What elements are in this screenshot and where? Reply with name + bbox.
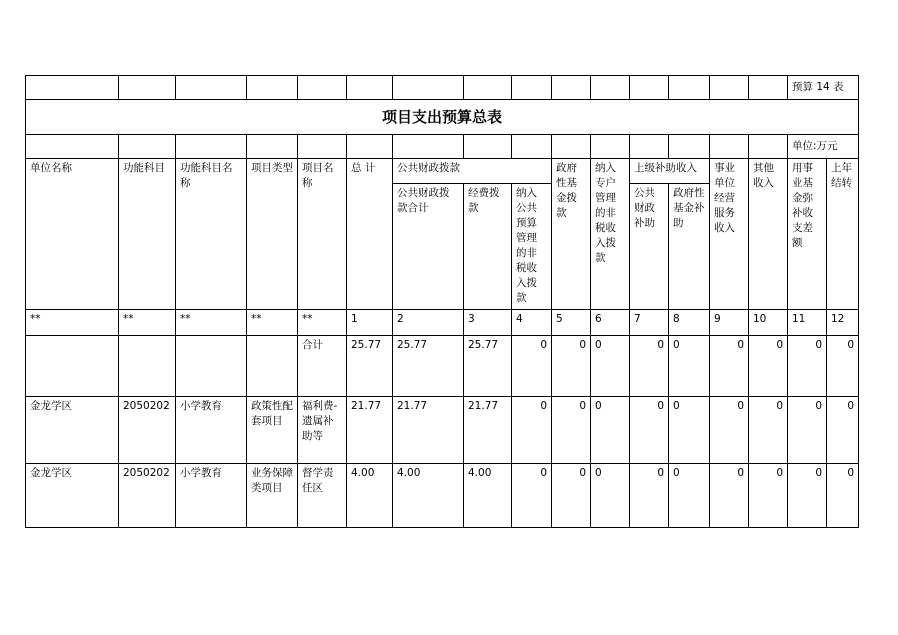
table-number-label: 预算 14 表 xyxy=(788,76,859,100)
header-public-total: 公共财政拨款合计 xyxy=(393,184,464,310)
header-unit-name: 单位名称 xyxy=(26,159,119,310)
page-title: 项目支出预算总表 xyxy=(26,100,859,135)
header-nontax-special: 纳入专户管理的非税收入拨款 xyxy=(591,159,630,310)
header-total: 总 计 xyxy=(347,159,393,310)
header-gov-fund: 政府性基金拨款 xyxy=(552,159,591,310)
header-func-name: 功能科目名称 xyxy=(176,159,247,310)
header-upper-group: 上级补助收入 xyxy=(630,159,710,184)
project-expenditure-budget-table xyxy=(25,75,859,528)
header-operating: 事业单位经营服务收入 xyxy=(710,159,749,310)
table-row: 金龙学区 2050202 小学教育 业务保障类项目 督学责任区 4.00 4.00 4.00 0 0 0 0 0 0 0 0 0 xyxy=(26,464,859,528)
header-upper-public: 公共财政补助 xyxy=(630,184,669,310)
header-fund-alloc: 经费拨款 xyxy=(464,184,512,310)
table-number-row xyxy=(26,76,859,100)
header-public-group: 公共财政拨款 xyxy=(393,159,552,184)
unit-row xyxy=(26,135,859,159)
header-row-1 xyxy=(26,159,859,184)
header-func-code: 功能科目 xyxy=(119,159,176,310)
unit-label: 单位:万元 xyxy=(788,135,859,159)
table-row: 合计 25.77 25.77 25.77 0 0 0 0 0 0 0 0 0 xyxy=(26,336,859,397)
table-row: 金龙学区 2050202 小学教育 政策性配套项目 福利费-遗属补助等 21.77 21.77 21.77 0 0 0 0 0 0 0 0 0 xyxy=(26,397,859,464)
title-row xyxy=(26,100,859,135)
header-carryover: 上年结转 xyxy=(827,159,859,310)
header-proj-type: 项目类型 xyxy=(247,159,298,310)
header-nontax-public: 纳入公共预算管理的非税收入拨款 xyxy=(512,184,552,310)
header-proj-name: 项目名称 xyxy=(298,159,347,310)
header-upper-gov: 政府性基金补助 xyxy=(669,184,710,310)
header-other: 其他收入 xyxy=(749,159,788,310)
header-fill-gap: 用事业基金弥补收支差额 xyxy=(788,159,827,310)
index-row: ** ** ** ** ** 1 2 3 4 5 6 7 8 9 10 11 12 xyxy=(26,310,859,336)
